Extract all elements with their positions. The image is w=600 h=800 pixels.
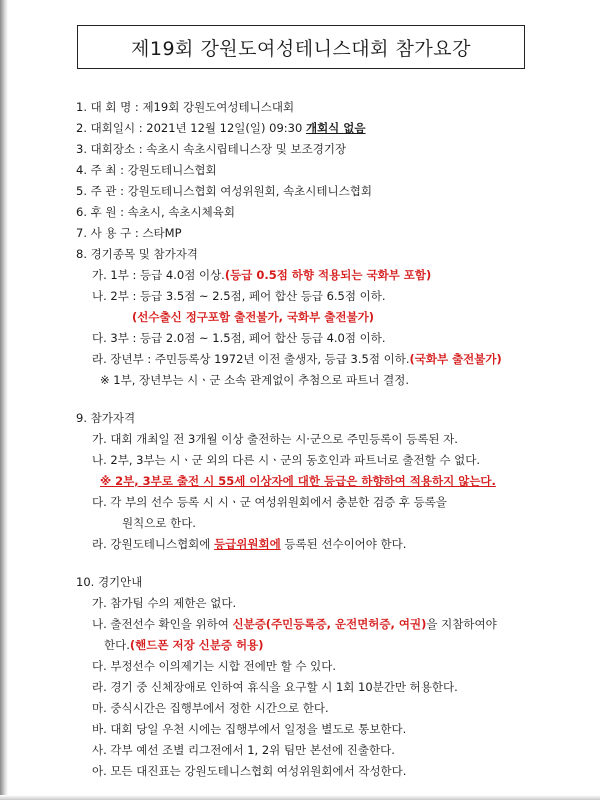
section10-item-sa: 사. 각부 예선 조별 리그전에서 1, 2위 팀만 본선에 진출한다. xyxy=(92,743,395,757)
section9-item-na: 나. 2부, 3부는 시ㆍ군 외의 다른 시ㆍ군의 동호인과 파트너로 출전할 수 없다. xyxy=(92,453,480,467)
section10-na2-text: 한다. xyxy=(104,638,130,652)
page-title-text: 제19회 강원도여성테니스대회 참가요강 xyxy=(131,37,471,60)
item-host: 4. 주 최 : 강원도테니스협회 xyxy=(76,163,217,177)
section8-ga-text: 가. 1부 : 등급 4.0점 이상. xyxy=(92,268,225,282)
section8-ra-red-note: (국화부 출전불가) xyxy=(409,352,502,366)
section8-note: ※ 1부, 장년부는 시ㆍ군 소속 관계없이 추첨으로 파트너 결정. xyxy=(100,373,410,387)
section9-item-ga: 가. 대회 개최일 전 3개월 이상 출전하는 시·군으로 주민등록이 등록된 자. xyxy=(92,432,458,446)
section8-item-ga xyxy=(92,267,431,283)
section10-item-na-cont xyxy=(104,637,264,653)
section10-item-na xyxy=(92,616,497,632)
item-event-name: 1. 대 회 명 : 제19회 강원도여성테니스대회 xyxy=(76,100,295,114)
section9-item-ra xyxy=(92,536,406,552)
item-event-date xyxy=(76,120,366,136)
section9-item-da-cont: 원칙으로 한다. xyxy=(122,516,196,530)
section9-ra-text: 라. 강원도테니스협회에 xyxy=(92,537,215,551)
section10-na-red-note: 신분증(주민등록증, 운전면허증, 여권) xyxy=(232,617,427,631)
section10-na-text-end: 을 지참하여야 xyxy=(426,617,497,631)
section8-ga-red-note: (등급 0.5점 하향 적용되는 국화부 포함) xyxy=(224,268,432,282)
section8-item-na: 나. 2부 : 등급 3.5점 ~ 2.5점, 페어 합산 등급 6.5점 이하. xyxy=(92,289,386,303)
section9-ra-text-end: 등록된 선수이어야 한다. xyxy=(280,537,407,551)
item-venue: 3. 대회장소 : 속초시 속초시립테니스장 및 보조경기장 xyxy=(76,142,347,156)
section10-na2-red-note: (핸드폰 저장 신분증 허용) xyxy=(129,638,264,652)
item-organizer: 5. 주 관 : 강원도테니스협회 여성위원회, 속초시테니스협회 xyxy=(76,184,372,198)
opening-ceremony-note: 개회식 없음 xyxy=(305,121,366,135)
section10-item-ga: 가. 참가팀 수의 제한은 없다. xyxy=(92,596,237,610)
section9-ra-red-note: 등급위원회에 xyxy=(214,537,281,551)
section10-item-ba: 바. 대회 당일 우천 시에는 집행부에서 일정을 별도로 통보한다. xyxy=(92,722,407,736)
section8-item-ra xyxy=(92,351,502,367)
item-ball: 7. 사 용 구 : 스타MP xyxy=(76,226,182,240)
section10-na-text: 나. 출전선수 확인을 위하여 xyxy=(92,617,233,631)
section8-heading: 8. 경기종목 및 참가자격 xyxy=(76,247,198,261)
section8-ra-text: 라. 장년부 : 주민등록상 1972년 이전 출생자, 등급 3.5점 이하. xyxy=(92,352,410,366)
section10-item-ma: 마. 중식시간은 집행부에서 정한 시간으로 한다. xyxy=(92,701,329,715)
section8-na-red-note: (선수출신 정구포함 출전불가, 국화부 출전불가) xyxy=(132,310,374,324)
section10-heading: 10. 경기안내 xyxy=(76,575,143,589)
section10-item-a: 아. 모든 대진표는 강원도테니스협회 여성위원회에서 작성한다. xyxy=(92,764,407,778)
section10-item-ra: 라. 경기 중 신체장애로 인하여 휴식을 요구할 시 1회 10분간만 허용한다. xyxy=(92,680,458,694)
item-sponsor: 6. 후 원 : 속초시, 속초시체육회 xyxy=(76,205,235,219)
section9-item-da: 다. 각 부의 선수 등록 시 시ㆍ군 여성위원회에서 충분한 검증 후 등록을 xyxy=(92,495,447,509)
section9-heading: 9. 참가자격 xyxy=(76,411,136,425)
section9-na-red-note: ※ 2부, 3부로 출전 시 55세 이상자에 대한 등급은 하향하여 적용하지 않는다. xyxy=(100,474,496,488)
item-event-date-text: 2. 대회일시 : 2021년 12월 12일(일) 09:30 xyxy=(76,121,306,135)
section8-item-da: 다. 3부 : 등급 2.0점 ~ 1.5점, 페어 합산 등급 4.0점 이하. xyxy=(92,331,386,345)
section10-item-da: 다. 부정선수 이의제기는 시합 전에만 할 수 있다. xyxy=(92,659,336,673)
